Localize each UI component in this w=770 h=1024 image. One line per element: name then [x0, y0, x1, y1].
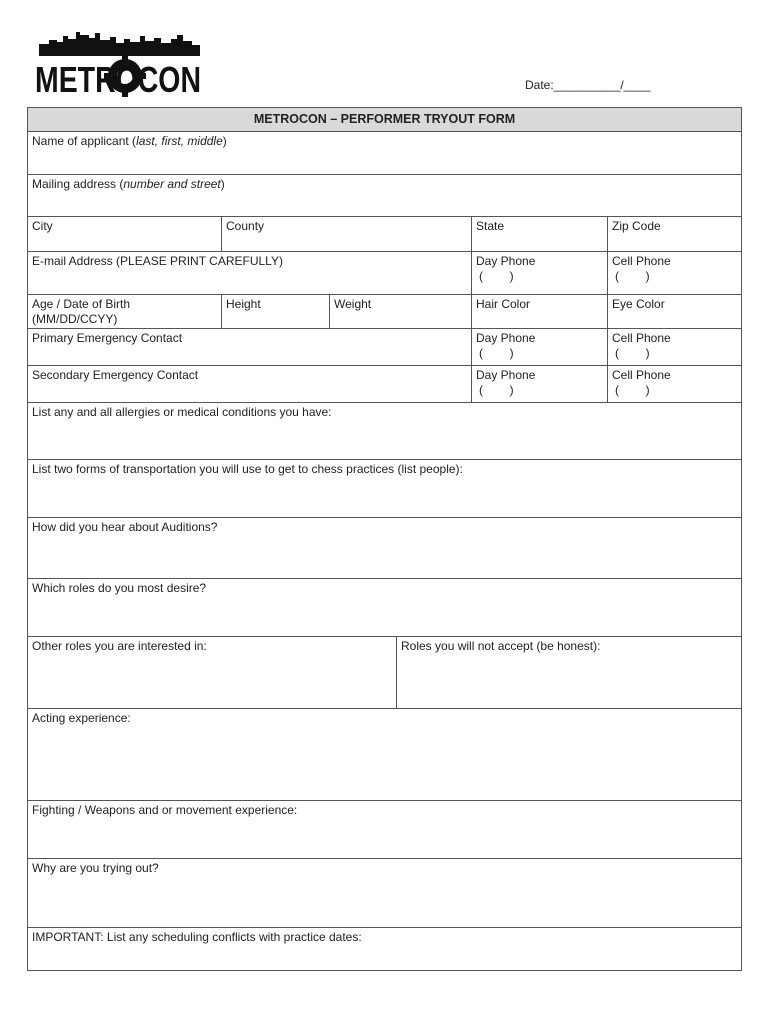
fighting-field[interactable]	[28, 801, 741, 858]
name-field[interactable]	[28, 132, 741, 174]
acting-field[interactable]	[28, 709, 741, 800]
other-roles-field[interactable]	[28, 637, 397, 708]
logo-text: METROCON	[35, 59, 201, 100]
date-field[interactable]: Date:__________/____	[525, 78, 651, 92]
day-phone-label: Day Phone	[476, 331, 536, 345]
eye-color-field[interactable]	[608, 295, 741, 328]
cell-phone-label: Cell Phone	[612, 254, 671, 268]
transport-row[interactable]	[28, 460, 741, 518]
form-title: METROCON – PERFORMER TRYOUT FORM	[253, 112, 516, 126]
transport-field[interactable]	[28, 460, 741, 517]
city-field[interactable]	[28, 217, 222, 251]
hair-color-label: Hair Color	[476, 297, 531, 311]
roles-not-accept-label: Roles you will not accept (be honest):	[401, 639, 601, 653]
name-hint: last, first, middle	[136, 134, 223, 148]
email-label: E-mail Address (PLEASE PRINT CAREFULLY)	[32, 254, 283, 268]
mailing-field[interactable]	[28, 175, 741, 216]
allergies-row[interactable]	[28, 403, 741, 460]
secondary-contact-field[interactable]	[28, 366, 472, 402]
roles-row	[28, 637, 741, 709]
age-dob-label: Age / Date of Birth	[32, 297, 131, 311]
secondary-cell-phone-field[interactable]	[608, 366, 741, 402]
dob-format-label: (MM/DD/CCYY)	[32, 312, 118, 326]
primary-day-phone-field[interactable]	[472, 329, 608, 365]
primary-cell-phone-field[interactable]	[608, 329, 741, 365]
phone-paren: ( )	[479, 383, 514, 397]
secondary-contact-row	[28, 366, 741, 403]
mailing-hint: number and street	[123, 177, 221, 191]
secondary-contact-label: Secondary Emergency Contact	[32, 368, 199, 382]
county-field[interactable]	[222, 217, 472, 251]
hear-about-field[interactable]	[28, 518, 741, 578]
scheduling-row[interactable]	[28, 928, 741, 972]
transport-label: List two forms of transportation you will use to get to chess practices (list people):	[32, 462, 463, 476]
allergies-label: List any and all allergies or medical conditions you have:	[32, 405, 332, 419]
cell-phone-label: Cell Phone	[612, 331, 671, 345]
roles-desire-row[interactable]	[28, 579, 741, 637]
state-label: State	[476, 219, 505, 233]
phone-paren: ( )	[615, 269, 650, 283]
weight-field[interactable]	[330, 295, 472, 328]
primary-contact-label: Primary Emergency Contact	[32, 331, 183, 345]
phone-paren: ( )	[479, 269, 514, 283]
form-title-row	[28, 108, 741, 132]
email-row	[28, 252, 741, 295]
skyline-graphic	[39, 32, 200, 56]
email-field[interactable]	[28, 252, 472, 294]
day-phone-label: Day Phone	[476, 254, 536, 268]
other-roles-label: Other roles you are interested in:	[32, 639, 207, 653]
day-phone-label: Day Phone	[476, 368, 536, 382]
cell-phone-field[interactable]	[608, 252, 741, 294]
phone-paren: ( )	[615, 383, 650, 397]
allergies-field[interactable]	[28, 403, 741, 459]
roles-desire-field[interactable]	[28, 579, 741, 636]
scheduling-label: IMPORTANT: List any scheduling conflicts with practice dates:	[32, 930, 362, 944]
hear-about-row[interactable]	[28, 518, 741, 579]
eye-color-label: Eye Color	[612, 297, 665, 311]
metrocon-logo	[33, 30, 203, 98]
zip-label: Zip Code	[612, 219, 661, 233]
county-label: County	[226, 219, 265, 233]
height-label: Height	[226, 297, 261, 311]
why-row[interactable]	[28, 859, 741, 928]
fighting-label: Fighting / Weapons and or movement experience:	[32, 803, 298, 817]
primary-contact-field[interactable]	[28, 329, 472, 365]
tryout-form	[27, 107, 742, 971]
phone-paren: ( )	[479, 346, 514, 360]
name-label-close: )	[222, 134, 227, 148]
height-field[interactable]	[222, 295, 330, 328]
mailing-label: Mailing address (	[32, 177, 124, 191]
mailing-row[interactable]	[28, 175, 741, 217]
fighting-row[interactable]	[28, 801, 741, 859]
age-dob-field[interactable]	[28, 295, 222, 328]
city-row	[28, 217, 741, 252]
name-row[interactable]	[28, 132, 741, 175]
physical-row	[28, 295, 741, 329]
cell-phone-label: Cell Phone	[612, 368, 671, 382]
roles-not-accept-field[interactable]	[397, 637, 741, 708]
why-field[interactable]	[28, 859, 741, 927]
hear-about-label: How did you hear about Auditions?	[32, 520, 218, 534]
day-phone-field[interactable]	[472, 252, 608, 294]
name-label: Name of applicant (	[32, 134, 137, 148]
why-label: Why are you trying out?	[32, 861, 159, 875]
city-label: City	[32, 219, 53, 233]
state-field[interactable]	[472, 217, 608, 251]
scheduling-field[interactable]	[28, 928, 741, 972]
acting-row[interactable]	[28, 709, 741, 801]
secondary-day-phone-field[interactable]	[472, 366, 608, 402]
mailing-label-close: )	[220, 177, 225, 191]
roles-desire-label: Which roles do you most desire?	[32, 581, 207, 595]
zip-field[interactable]	[608, 217, 741, 251]
acting-label: Acting experience:	[32, 711, 131, 725]
weight-label: Weight	[334, 297, 372, 311]
primary-contact-row	[28, 329, 741, 366]
phone-paren: ( )	[615, 346, 650, 360]
hair-color-field[interactable]	[472, 295, 608, 328]
